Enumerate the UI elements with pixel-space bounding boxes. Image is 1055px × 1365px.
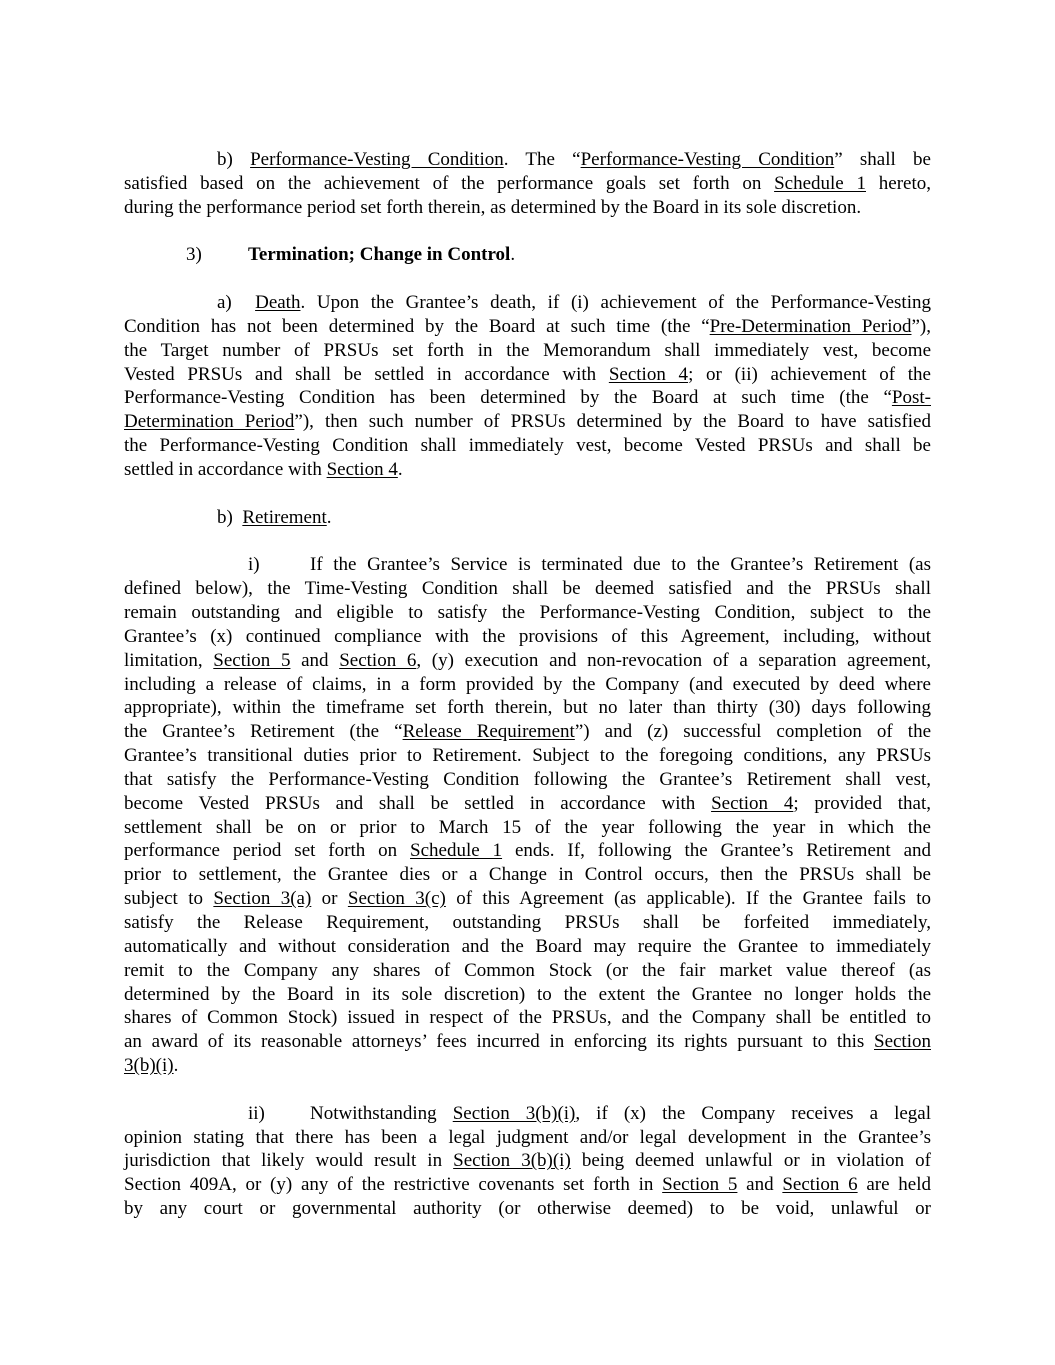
subsection-marker: ii) bbox=[248, 1102, 265, 1124]
text-line: 3(b)(i). bbox=[124, 1055, 179, 1077]
text-line: the Performance-Vesting Condition shall immediately vest, become Vested PRSUs and shall be bbox=[124, 435, 931, 457]
text-line: Condition has not been determined by the Board at such time (the “Pre-Determination Period”), bbox=[124, 315, 931, 337]
retirement-marker: b) bbox=[217, 506, 233, 528]
paragraph-retirement-i: i) If the Grantee’s Service is terminated due to the Grantee’s Retirement (as bbox=[248, 554, 931, 576]
text-line: satisfy the Release Requirement, outstanding PRSUs shall be forfeited immediately, bbox=[124, 912, 931, 933]
text-line: including a release of claims, in a form provided by the Company (and executed by deed where bbox=[124, 673, 931, 695]
text-line: Grantee’s transitional duties prior to Retirement. Subject to the foregoing conditions, any PRSUs bbox=[124, 745, 931, 767]
paragraph-death: a) Death. Upon the Grantee’s death, if (i) achievement of the Performance-Vesting bbox=[217, 292, 931, 314]
heading-number: 3) bbox=[186, 244, 202, 266]
heading-title: Termination; Change in Control bbox=[248, 244, 511, 266]
text-line: opinion stating that there has been a legal judgment and/or legal development in the Grantee’s bbox=[124, 1126, 931, 1148]
text-line: settlement shall be on or prior to March 15 of the year following the year in which the bbox=[124, 816, 931, 838]
text-line: automatically and without consideration and the Board may require the Grantee to immediately bbox=[124, 935, 931, 957]
paragraph-retirement-ii: ii) Notwithstanding Section 3(b)(i), if (x) the Company receives a legal bbox=[248, 1102, 931, 1124]
death-title: Death bbox=[255, 292, 301, 314]
text-line: settled in accordance with Section 4. bbox=[124, 458, 403, 480]
text-line: the Target number of PRSUs set forth in the Memorandum shall immediately vest, become bbox=[124, 339, 931, 361]
retirement-title: Retirement bbox=[242, 506, 327, 528]
text-line: appropriate), within the timeframe set forth therein, but no later than thirty (30) days following bbox=[124, 697, 931, 719]
text-line: performance period set forth on Schedule 1 ends. If, following the Grantee’s Retirement and bbox=[124, 840, 931, 862]
text-line: Section 409A, or (y) any of the restrictive covenants set forth in Section 5 and Section 6 are held bbox=[124, 1174, 932, 1196]
text-line: Grantee’s (x) continued compliance with the provisions of this Agreement, including, without bbox=[124, 625, 931, 647]
text-line: prior to settlement, the Grantee dies or a Change in Control occurs, then the PRSUs shall be bbox=[124, 864, 931, 886]
text-line: limitation, Section 5 and Section 6, (y) execution and non-revocation of a separation agreement, bbox=[124, 649, 932, 671]
document-page bbox=[124, 148, 931, 1221]
paragraph-retirement: b) Retirement. bbox=[217, 506, 332, 528]
text-line: subject to Section 3(a) or Section 3(c) of this Agreement (as applicable). If the Grantee fails to bbox=[124, 888, 932, 910]
text-line: jurisdiction that likely would result in Section 3(b)(i) being deemed unlawful or in violation of bbox=[124, 1150, 932, 1172]
text-line: that satisfy the Performance-Vesting Condition following the Grantee’s Retirement shall vest, bbox=[124, 768, 931, 790]
text-line: remain outstanding and eligible to satisfy the Performance-Vesting Condition, subject to the bbox=[124, 602, 931, 624]
text-line: become Vested PRSUs and shall be settled in accordance with Section 4; provided that, bbox=[124, 792, 931, 814]
text-line: an award of its reasonable attorneys’ fees incurred in enforcing its rights pursuant to this Section bbox=[124, 1031, 931, 1053]
paragraph-performance-vesting bbox=[124, 148, 931, 172]
text-line: determined by the Board in its sole discretion) to the extent the Grantee no longer holds the bbox=[124, 983, 931, 1005]
text-line: shares of Common Stock) issued in respect of the PRSUs, and the Company shall be entitled to bbox=[124, 1007, 931, 1029]
section-heading: 3) Termination; Change in Control. bbox=[186, 244, 516, 266]
text-line: Performance-Vesting Condition has been determined by the Board at such time (the “Post- bbox=[124, 387, 931, 409]
text-line: b) Performance-Vesting Condition. The “Performance-Vesting Condition” shall be bbox=[217, 149, 931, 170]
text-line: remit to the Company any shares of Common Stock (or the fair market value thereof (as bbox=[124, 959, 931, 981]
text-line: defined below), the Time-Vesting Condition shall be deemed satisfied and the PRSUs shall bbox=[124, 578, 931, 600]
text-line: by any court or governmental authority (or otherwise deemed) to be void, unlawful or bbox=[124, 1198, 931, 1220]
text-line: Determination Period”), then such number of PRSUs determined by the Board to have satisfied bbox=[124, 411, 931, 433]
text-line: during the performance period set forth therein, as determined by the Board in its sole discretion. bbox=[124, 196, 862, 218]
text-line: satisfied based on the achievement of the performance goals set forth on Schedule 1 hereto, bbox=[124, 172, 931, 194]
subsection-marker: i) bbox=[248, 554, 260, 576]
text-line: Vested PRSUs and shall be settled in accordance with Section 4; or (ii) achievement of the bbox=[124, 363, 931, 385]
text-line: the Grantee’s Retirement (the “Release Requirement”) and (z) successful completion of the bbox=[124, 721, 931, 743]
